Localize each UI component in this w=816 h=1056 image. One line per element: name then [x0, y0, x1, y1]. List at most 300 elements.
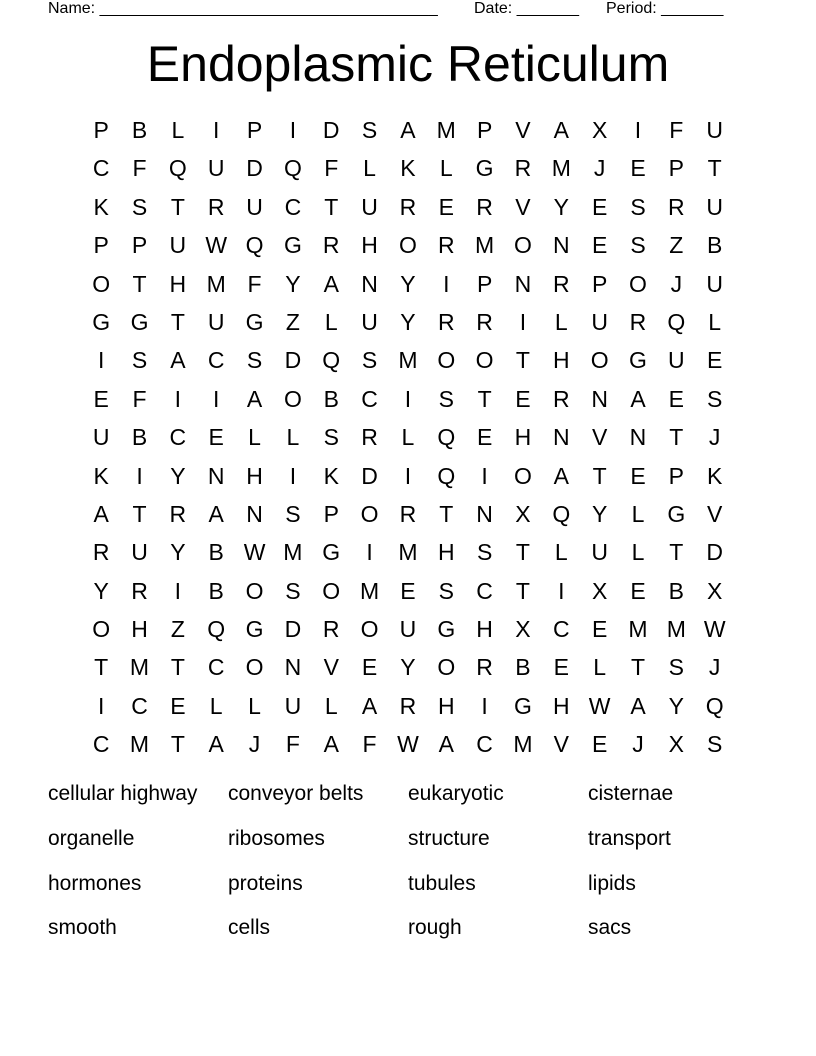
grid-letter[interactable]: G: [629, 347, 647, 374]
grid-letter[interactable]: T: [669, 424, 684, 451]
grid-letter[interactable]: J: [632, 731, 644, 758]
grid-letter[interactable]: E: [591, 731, 608, 758]
grid-letter[interactable]: F: [132, 385, 147, 412]
grid-letter[interactable]: T: [630, 654, 646, 681]
grid-letter[interactable]: X: [515, 616, 531, 643]
grid-letter[interactable]: T: [170, 193, 185, 220]
grid-letter[interactable]: G: [475, 155, 494, 182]
grid-letter[interactable]: C: [361, 385, 378, 412]
grid-letter[interactable]: X: [707, 577, 723, 604]
grid-letter[interactable]: U: [399, 616, 417, 643]
grid-letter[interactable]: A: [630, 385, 646, 412]
grid-letter[interactable]: I: [174, 577, 182, 604]
grid-letter[interactable]: K: [93, 193, 109, 220]
grid-letter[interactable]: E: [591, 232, 608, 259]
grid-letter[interactable]: E: [553, 654, 569, 681]
header-fields: [48, 0, 748, 20]
grid-letter[interactable]: L: [439, 155, 453, 182]
grid-letter[interactable]: G: [92, 308, 111, 335]
grid-letter[interactable]: R: [399, 692, 417, 719]
grid-letter[interactable]: P: [476, 270, 493, 297]
grid-letter[interactable]: G: [322, 539, 341, 566]
date-field[interactable]: Date: _______: [474, 0, 579, 17]
grid-letter[interactable]: W: [205, 232, 228, 259]
grid-letter[interactable]: D: [322, 117, 340, 143]
grid-letter[interactable]: M: [283, 539, 303, 566]
grid-letter[interactable]: F: [247, 270, 262, 297]
grid-letter[interactable]: I: [443, 270, 450, 297]
grid-letter[interactable]: S: [438, 577, 454, 604]
grid-letter[interactable]: N: [552, 232, 570, 259]
grid-letter[interactable]: V: [553, 731, 569, 758]
grid-letter[interactable]: B: [208, 539, 224, 566]
grid-letter[interactable]: X: [515, 500, 531, 527]
grid-letter[interactable]: G: [667, 500, 686, 527]
grid-letter[interactable]: A: [553, 117, 569, 143]
grid-letter[interactable]: O: [283, 385, 302, 412]
grid-letter[interactable]: O: [398, 232, 417, 259]
grid-letter[interactable]: S: [131, 193, 148, 220]
grid-letter[interactable]: E: [591, 193, 608, 220]
grid-letter[interactable]: Y: [400, 654, 416, 681]
period-field[interactable]: Period: _______: [606, 0, 724, 17]
grid-letter[interactable]: R: [437, 308, 455, 335]
grid-letter[interactable]: E: [707, 347, 723, 374]
grid-letter[interactable]: N: [207, 462, 225, 489]
grid-letter[interactable]: V: [323, 654, 339, 681]
grid-letter[interactable]: N: [246, 500, 263, 527]
grid-letter[interactable]: T: [132, 270, 147, 297]
grid-letter[interactable]: M: [513, 731, 533, 758]
grid-letter[interactable]: E: [400, 577, 416, 604]
grid-letter[interactable]: O: [92, 616, 111, 643]
grid-letter[interactable]: B: [515, 654, 531, 681]
grid-row: [82, 725, 734, 763]
grid-letter[interactable]: T: [170, 731, 185, 758]
grid-letter[interactable]: S: [361, 347, 378, 374]
grid-letter[interactable]: Q: [245, 232, 264, 259]
grid-letter[interactable]: R: [322, 232, 340, 259]
word-bank-item: cisternae: [588, 782, 674, 805]
grid-letter[interactable]: E: [170, 692, 186, 719]
grid-letter[interactable]: R: [399, 500, 417, 527]
grid-letter[interactable]: J: [670, 270, 683, 297]
grid-letter[interactable]: R: [552, 385, 570, 412]
grid-letter[interactable]: W: [588, 692, 611, 719]
grid-letter[interactable]: T: [94, 654, 109, 681]
grid-letter[interactable]: J: [248, 731, 261, 758]
grid-letter[interactable]: G: [437, 616, 456, 643]
grid-letter[interactable]: I: [558, 577, 565, 604]
grid-letter[interactable]: N: [591, 385, 608, 412]
grid-letter[interactable]: T: [170, 308, 185, 335]
grid-letter[interactable]: R: [131, 577, 148, 604]
grid-letter[interactable]: R: [207, 193, 225, 220]
grid-letter[interactable]: U: [668, 347, 685, 374]
grid-letter[interactable]: Q: [207, 616, 226, 643]
grid-letter[interactable]: C: [169, 424, 187, 451]
grid-letter[interactable]: I: [174, 385, 182, 412]
grid-letter[interactable]: A: [553, 462, 569, 489]
grid-letter[interactable]: J: [708, 654, 721, 681]
grid-letter[interactable]: L: [554, 539, 568, 566]
grid-letter[interactable]: A: [361, 692, 378, 719]
grid-letter[interactable]: L: [593, 654, 607, 681]
grid-row: [82, 495, 734, 533]
grid-letter[interactable]: T: [324, 193, 339, 220]
grid-letter[interactable]: U: [591, 539, 608, 566]
grid-letter[interactable]: H: [437, 692, 455, 719]
grid-letter[interactable]: W: [397, 731, 419, 758]
grid-letter[interactable]: I: [136, 462, 143, 489]
grid-letter[interactable]: Y: [93, 577, 109, 604]
grid-letter[interactable]: A: [208, 500, 224, 527]
grid-letter[interactable]: M: [398, 347, 418, 374]
grid-letter[interactable]: N: [514, 270, 532, 297]
grid-letter[interactable]: T: [170, 654, 185, 681]
word-bank-item: conveyor belts: [228, 782, 364, 805]
grid-letter[interactable]: C: [284, 193, 302, 220]
grid-letter[interactable]: R: [361, 424, 378, 451]
grid-letter[interactable]: K: [707, 462, 723, 489]
grid-letter[interactable]: G: [130, 308, 149, 335]
grid-letter[interactable]: L: [324, 308, 338, 335]
grid-letter[interactable]: B: [707, 232, 723, 259]
grid-letter[interactable]: M: [398, 539, 418, 566]
grid-letter[interactable]: I: [404, 462, 412, 489]
grid-letter[interactable]: V: [707, 500, 723, 527]
grid-letter[interactable]: B: [208, 577, 224, 604]
grid-letter[interactable]: P: [93, 232, 109, 259]
grid-letter[interactable]: G: [514, 692, 532, 719]
grid-letter[interactable]: U: [361, 308, 378, 335]
grid-letter[interactable]: R: [399, 193, 417, 220]
grid-letter[interactable]: U: [706, 193, 723, 220]
grid-letter[interactable]: N: [284, 654, 302, 681]
grid-letter[interactable]: H: [361, 232, 378, 259]
grid-letter[interactable]: K: [400, 155, 416, 182]
grid-letter[interactable]: N: [629, 424, 647, 451]
grid-letter[interactable]: I: [289, 117, 297, 143]
grid-letter[interactable]: S: [246, 347, 263, 374]
grid-letter[interactable]: A: [630, 692, 646, 719]
grid-row: [82, 648, 734, 686]
grid-letter[interactable]: U: [169, 232, 187, 259]
grid-letter[interactable]: U: [92, 424, 110, 451]
grid-letter[interactable]: S: [668, 654, 684, 681]
grid-letter[interactable]: C: [552, 616, 570, 643]
grid-letter[interactable]: W: [703, 616, 726, 643]
grid-letter[interactable]: U: [207, 155, 225, 182]
grid-letter[interactable]: G: [283, 232, 302, 259]
grid-letter[interactable]: M: [129, 654, 150, 681]
grid-letter[interactable]: Q: [322, 347, 341, 374]
grid-letter[interactable]: F: [324, 155, 339, 182]
grid-letter[interactable]: Q: [168, 155, 187, 182]
grid-letter[interactable]: D: [361, 462, 378, 489]
grid-letter[interactable]: P: [131, 232, 148, 259]
grid-letter[interactable]: A: [208, 731, 224, 758]
grid-letter[interactable]: C: [207, 654, 225, 681]
grid-letter[interactable]: A: [400, 117, 416, 143]
grid-letter[interactable]: I: [366, 539, 373, 566]
grid-letter[interactable]: I: [519, 308, 527, 335]
grid-letter[interactable]: N: [552, 424, 570, 451]
grid-letter[interactable]: U: [361, 193, 378, 220]
grid-letter[interactable]: Y: [170, 462, 186, 489]
grid-letter[interactable]: K: [93, 462, 109, 489]
grid-letter[interactable]: Y: [400, 308, 416, 335]
grid-letter[interactable]: Y: [285, 270, 301, 297]
grid-letter[interactable]: S: [131, 347, 148, 374]
grid-letter[interactable]: U: [284, 692, 302, 719]
grid-letter[interactable]: O: [437, 654, 456, 681]
grid-letter[interactable]: I: [481, 692, 488, 719]
grid-letter[interactable]: G: [245, 308, 264, 335]
grid-letter[interactable]: P: [93, 117, 109, 143]
grid-letter[interactable]: H: [437, 539, 455, 566]
name-field[interactable]: Name: ______________________________________: [48, 0, 438, 17]
grid-letter[interactable]: Y: [553, 193, 569, 220]
grid-letter[interactable]: L: [554, 308, 568, 335]
grid-letter[interactable]: M: [436, 117, 456, 143]
grid-letter[interactable]: O: [92, 270, 111, 297]
grid-letter[interactable]: Q: [667, 308, 686, 335]
grid-letter[interactable]: T: [132, 500, 147, 527]
grid-letter[interactable]: E: [668, 385, 684, 412]
grid-letter[interactable]: O: [629, 270, 647, 297]
grid-letter[interactable]: R: [476, 308, 493, 335]
grid-letter[interactable]: L: [248, 692, 261, 719]
grid-letter[interactable]: O: [245, 654, 264, 681]
grid-letter[interactable]: R: [476, 193, 493, 220]
grid-letter[interactable]: A: [323, 731, 339, 758]
grid-letter[interactable]: F: [362, 731, 377, 758]
grid-letter[interactable]: B: [131, 424, 148, 451]
grid-letter[interactable]: P: [591, 270, 608, 297]
grid-letter[interactable]: L: [363, 155, 376, 182]
grid-letter[interactable]: P: [246, 117, 263, 143]
grid-letter[interactable]: D: [284, 616, 302, 643]
grid-letter[interactable]: X: [668, 731, 684, 758]
grid-letter[interactable]: Y: [668, 692, 684, 719]
grid-letter[interactable]: E: [591, 616, 608, 643]
grid-letter[interactable]: I: [289, 462, 297, 489]
grid-letter[interactable]: Q: [283, 155, 302, 182]
grid-letter[interactable]: M: [129, 731, 150, 758]
grid-letter[interactable]: E: [208, 424, 224, 451]
grid-letter[interactable]: U: [706, 117, 723, 143]
grid-letter[interactable]: S: [707, 385, 723, 412]
grid-letter[interactable]: R: [322, 616, 340, 643]
grid-letter[interactable]: M: [628, 616, 648, 643]
grid-letter[interactable]: W: [243, 539, 266, 566]
grid-letter[interactable]: Q: [437, 462, 456, 489]
grid-letter[interactable]: D: [246, 155, 263, 182]
grid-letter[interactable]: V: [515, 117, 531, 143]
grid-letter[interactable]: O: [360, 616, 379, 643]
grid-letter[interactable]: U: [207, 308, 225, 335]
grid-letter[interactable]: R: [668, 193, 685, 220]
grid-letter[interactable]: B: [668, 577, 684, 604]
grid-letter[interactable]: L: [171, 117, 185, 143]
grid-letter[interactable]: C: [476, 577, 493, 604]
grid-letter[interactable]: T: [707, 155, 722, 182]
grid-letter[interactable]: O: [245, 577, 264, 604]
grid-letter[interactable]: Y: [400, 270, 416, 297]
grid-letter[interactable]: L: [248, 424, 261, 451]
grid-letter[interactable]: I: [404, 385, 412, 412]
grid-letter[interactable]: O: [514, 462, 532, 489]
grid-letter[interactable]: A: [323, 270, 339, 297]
grid-letter[interactable]: K: [323, 462, 339, 489]
grid-letter[interactable]: C: [131, 692, 148, 719]
grid-letter[interactable]: H: [131, 616, 148, 643]
grid-letter[interactable]: C: [92, 731, 110, 758]
grid-letter[interactable]: P: [668, 155, 684, 182]
grid-letter[interactable]: Y: [170, 539, 186, 566]
grid-letter[interactable]: Z: [170, 616, 185, 643]
grid-letter[interactable]: C: [207, 347, 225, 374]
grid-letter[interactable]: Q: [705, 692, 724, 719]
grid-letter[interactable]: A: [170, 347, 186, 374]
grid-letter[interactable]: N: [476, 500, 493, 527]
grid-letter[interactable]: U: [131, 539, 148, 566]
grid-letter[interactable]: R: [476, 654, 493, 681]
grid-letter[interactable]: I: [213, 117, 220, 143]
grid-letter[interactable]: P: [476, 117, 493, 143]
grid-letter[interactable]: H: [552, 347, 570, 374]
grid-letter[interactable]: I: [97, 692, 105, 719]
grid-letter[interactable]: S: [361, 117, 378, 143]
grid-letter[interactable]: C: [92, 155, 110, 182]
grid-letter[interactable]: F: [669, 117, 684, 143]
grid-letter[interactable]: X: [591, 117, 608, 143]
grid-letter[interactable]: L: [631, 539, 645, 566]
grid-letter[interactable]: O: [437, 347, 456, 374]
grid-letter[interactable]: P: [668, 462, 684, 489]
grid-letter[interactable]: S: [630, 193, 646, 220]
grid-letter[interactable]: M: [359, 577, 380, 604]
grid-letter[interactable]: F: [132, 155, 147, 182]
grid-letter[interactable]: J: [708, 424, 721, 451]
grid-letter[interactable]: R: [629, 308, 647, 335]
grid-letter[interactable]: I: [213, 385, 220, 412]
grid-letter[interactable]: F: [285, 731, 300, 758]
grid-letter[interactable]: M: [666, 616, 686, 643]
grid-letter[interactable]: I: [97, 347, 105, 374]
grid-letter[interactable]: R: [552, 270, 570, 297]
grid-letter[interactable]: M: [475, 232, 495, 259]
grid-letter[interactable]: E: [630, 577, 646, 604]
grid-letter[interactable]: V: [515, 193, 531, 220]
grid-letter[interactable]: S: [285, 577, 301, 604]
grid-letter[interactable]: J: [593, 155, 606, 182]
grid-letter[interactable]: T: [515, 539, 530, 566]
grid-letter[interactable]: E: [93, 385, 109, 412]
grid-letter[interactable]: L: [324, 692, 338, 719]
grid-letter[interactable]: B: [131, 117, 148, 143]
grid-letter[interactable]: S: [438, 385, 454, 412]
grid-letter[interactable]: T: [515, 347, 530, 374]
grid-letter[interactable]: G: [245, 616, 264, 643]
grid-letter[interactable]: A: [246, 385, 263, 412]
grid-letter[interactable]: I: [481, 462, 488, 489]
grid-letter[interactable]: E: [438, 193, 454, 220]
grid-letter[interactable]: V: [591, 424, 608, 451]
grid-letter[interactable]: U: [706, 270, 723, 297]
grid-letter[interactable]: U: [246, 193, 263, 220]
grid-letter[interactable]: T: [592, 462, 607, 489]
grid-letter[interactable]: H: [552, 692, 570, 719]
grid-letter[interactable]: C: [476, 731, 493, 758]
grid-letter[interactable]: R: [514, 155, 532, 182]
grid-letter[interactable]: N: [361, 270, 378, 297]
grid-letter[interactable]: R: [92, 539, 110, 566]
grid-letter[interactable]: O: [590, 347, 609, 374]
grid-letter[interactable]: O: [514, 232, 532, 259]
grid-letter[interactable]: R: [437, 232, 455, 259]
grid-letter[interactable]: T: [515, 577, 530, 604]
grid-letter[interactable]: U: [591, 308, 608, 335]
grid-letter[interactable]: H: [246, 462, 263, 489]
grid-letter[interactable]: E: [630, 462, 646, 489]
grid-letter[interactable]: A: [93, 500, 109, 527]
grid-letter[interactable]: D: [284, 347, 302, 374]
grid-letter[interactable]: S: [323, 424, 339, 451]
grid-letter[interactable]: E: [630, 155, 646, 182]
grid-letter[interactable]: O: [322, 577, 341, 604]
grid-letter[interactable]: Z: [285, 308, 300, 335]
grid-letter[interactable]: I: [634, 117, 642, 143]
grid-letter[interactable]: L: [631, 500, 645, 527]
grid-letter[interactable]: H: [476, 616, 493, 643]
grid-letter[interactable]: O: [360, 500, 379, 527]
grid-letter[interactable]: T: [477, 385, 492, 412]
grid-letter[interactable]: Q: [552, 500, 571, 527]
grid-letter[interactable]: H: [514, 424, 532, 451]
grid-letter[interactable]: Z: [669, 232, 684, 259]
grid-letter[interactable]: S: [285, 500, 301, 527]
grid-letter[interactable]: S: [630, 232, 646, 259]
grid-letter[interactable]: L: [286, 424, 300, 451]
grid-letter[interactable]: X: [591, 577, 608, 604]
grid-letter[interactable]: M: [551, 155, 571, 182]
grid-letter[interactable]: Y: [591, 500, 608, 527]
grid-letter[interactable]: L: [401, 424, 415, 451]
grid-letter[interactable]: S: [707, 731, 723, 758]
grid-letter[interactable]: E: [476, 424, 493, 451]
grid-letter[interactable]: A: [438, 731, 454, 758]
grid-letter[interactable]: E: [361, 654, 378, 681]
grid-letter[interactable]: L: [708, 308, 722, 335]
grid-letter[interactable]: L: [209, 692, 223, 719]
grid-letter[interactable]: S: [476, 539, 493, 566]
grid-letter[interactable]: H: [169, 270, 187, 297]
grid-letter[interactable]: P: [323, 500, 339, 527]
grid-letter[interactable]: T: [439, 500, 454, 527]
grid-letter[interactable]: M: [206, 270, 226, 297]
grid-letter[interactable]: E: [515, 385, 531, 412]
word-bank: [48, 776, 768, 955]
grid-letter[interactable]: T: [669, 539, 684, 566]
grid-letter[interactable]: Q: [437, 424, 456, 451]
grid-letter[interactable]: O: [475, 347, 494, 374]
grid-letter[interactable]: B: [323, 385, 339, 412]
grid-letter[interactable]: R: [169, 500, 187, 527]
grid-letter[interactable]: D: [706, 539, 723, 566]
word-bank-item: lipids: [588, 871, 636, 895]
